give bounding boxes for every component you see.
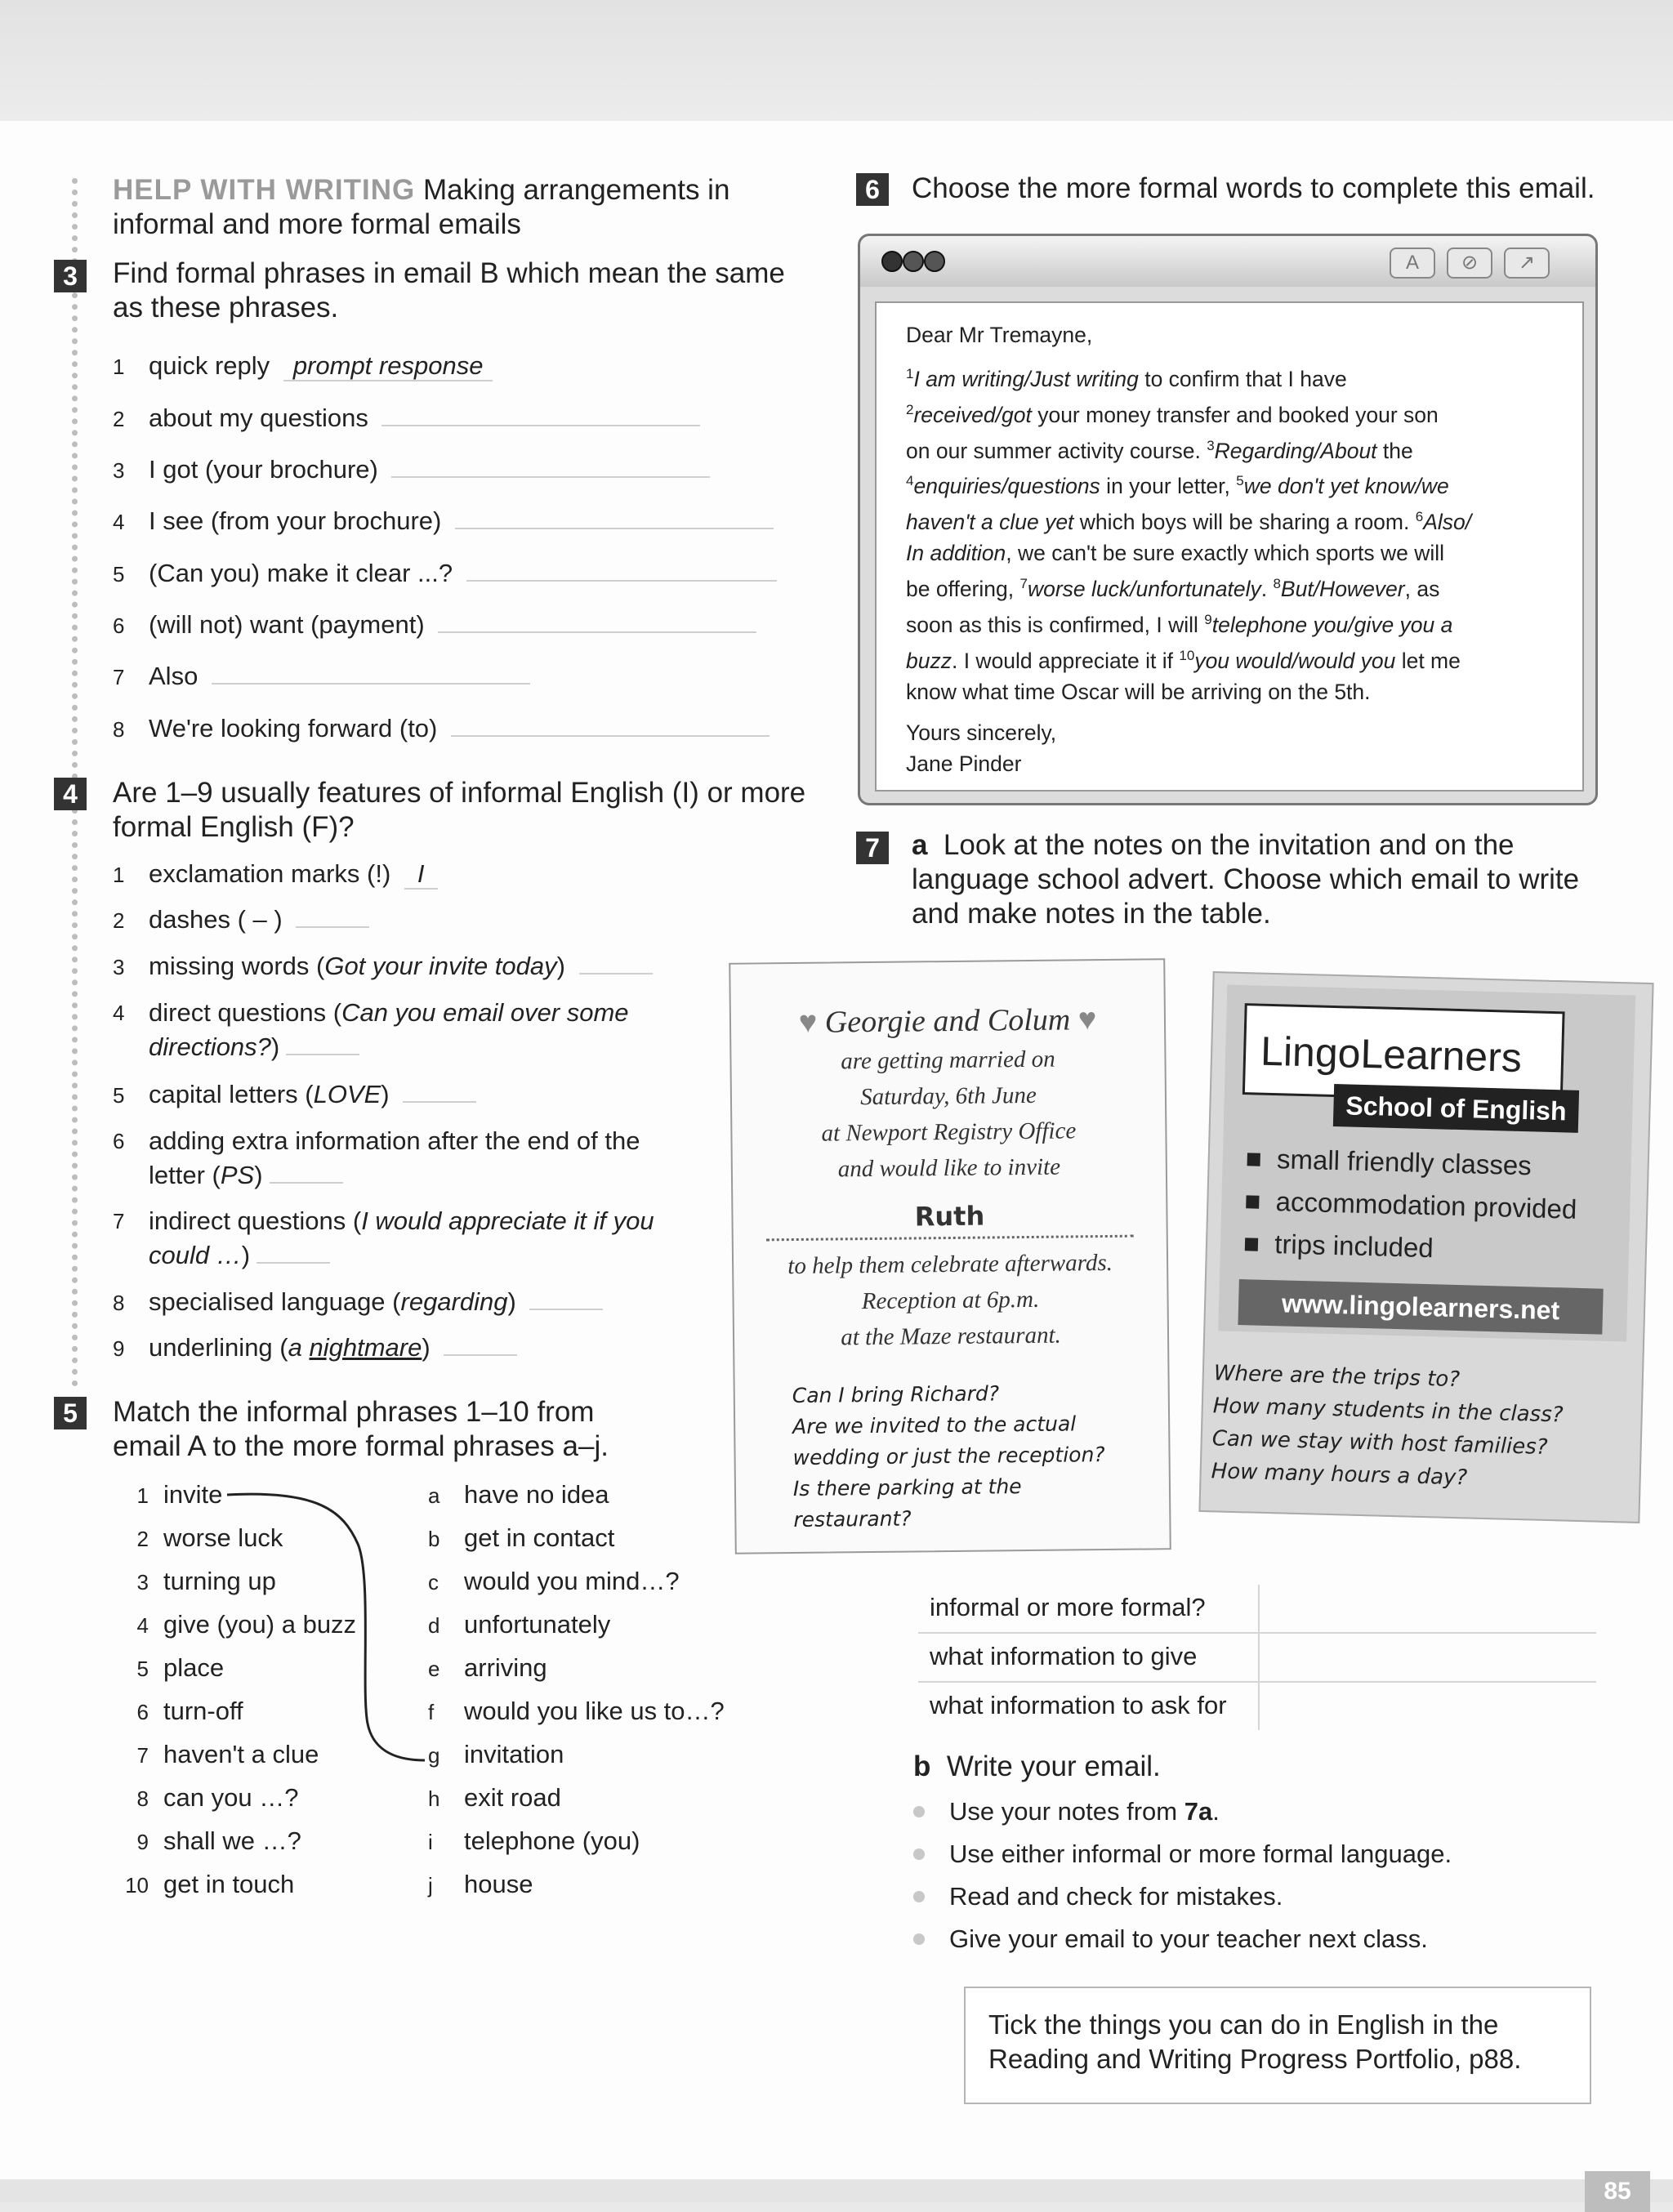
email-body [875, 301, 1584, 792]
answer-line[interactable] [212, 660, 530, 685]
ex3-item: 1 quick reply prompt response [113, 350, 493, 383]
page-number: 85 [1585, 2171, 1650, 2212]
exercise-4-instruction: Are 1–9 usually features of informal English (I) or more formal English (F)? [113, 777, 806, 843]
send-icon[interactable]: ↗ [1504, 248, 1550, 279]
ex3-item: 2 about my questions [113, 402, 700, 435]
answer-line[interactable] [579, 950, 653, 974]
answer-line[interactable] [438, 609, 756, 633]
ex5-formal-phrase[interactable]: c would you mind…? [428, 1567, 680, 1595]
ex3-item: 8 We're looking forward (to) [113, 712, 770, 746]
answer-line[interactable] [391, 453, 710, 478]
language-school-advert [1198, 971, 1653, 1523]
ex5-formal-phrase[interactable]: i telephone (you) [428, 1826, 640, 1855]
instruction-bullet: Use your notes from 7a. [949, 1797, 1220, 1826]
answer-line[interactable] [296, 903, 369, 928]
wedding-invitation: ♥ Georgie and Colum ♥ are getting married on Saturday, 6th June at Newport Registry Office and would like to invite Ruth to help them celebrate afterwards. Reception at 6p.m. at the Maze restaurant. Can I bring Richard? Are we invited to the actual wedding or just the reception? Is there parking at the restaurant? [729, 958, 1171, 1554]
ex5-informal-phrase[interactable]: 9 shall we …? [136, 1826, 301, 1855]
bullet-icon [913, 1891, 925, 1902]
ex5-informal-phrase[interactable]: 6 turn-off [136, 1697, 243, 1725]
guest-dotted-line [766, 1235, 1134, 1242]
guest-name: Ruth [914, 1200, 985, 1233]
top-margin [0, 0, 1673, 121]
ex5-informal-phrase[interactable]: 4 give (you) a buzz [136, 1610, 357, 1639]
heart-icon: ♥ [1077, 1002, 1097, 1037]
ex5-informal-phrase[interactable]: 7 haven't a clue [136, 1740, 319, 1768]
ex4-item: 8 specialised language (regarding) [113, 1286, 603, 1319]
ex4-item: 2 dashes ( – ) [113, 903, 369, 937]
ex4-item: 3 missing words (Got your invite today) [113, 950, 653, 983]
bullet-icon [913, 1806, 925, 1817]
exercise-6-instruction: Choose the more formal words to complete this email. [912, 172, 1595, 204]
ex5-informal-phrase[interactable]: 8 can you …? [136, 1783, 299, 1812]
ex5-formal-phrase[interactable]: f would you like us to…? [428, 1697, 725, 1725]
ex4-item: 6 adding extra information after the end of the letter (PS) [113, 1126, 640, 1189]
ex5-formal-phrase[interactable]: b get in contact [428, 1523, 615, 1552]
brand-name: LingoLearners [1260, 1028, 1523, 1081]
ex4-item: 4 direct questions (Can you email over some directions?) [113, 998, 629, 1061]
square-bullet-icon: ■ [1243, 1185, 1261, 1216]
ex5-formal-phrase[interactable]: g invitation [428, 1740, 564, 1768]
exercise-6-badge: 6 [856, 173, 889, 206]
window-minimize-icon[interactable] [903, 251, 924, 272]
bullet-icon [913, 1849, 925, 1860]
answer-line[interactable] [286, 1031, 359, 1055]
exercise-5-badge: 5 [54, 1397, 87, 1429]
window-close-icon[interactable] [881, 251, 903, 272]
exercise-7a-instruction: a Look at the notes on the invitation and on the language school advert. Choose which email to write and make notes in the table. [912, 829, 1580, 930]
format-text-icon[interactable]: A [1390, 248, 1435, 279]
ex3-item: 7 Also [113, 660, 530, 693]
exercise-7b-instruction: b Write your email. [913, 1750, 1161, 1782]
instruction-bullet: Use either informal or more formal language. [949, 1840, 1452, 1868]
ex5-formal-phrase[interactable]: d unfortunately [428, 1610, 611, 1639]
instruction-bullet: Give your email to your teacher next class. [949, 1924, 1428, 1953]
answer-line[interactable] [403, 1078, 476, 1103]
answer-line[interactable] [257, 1239, 330, 1264]
exercise-3-badge: 3 [54, 260, 87, 292]
ex3-item: 5 (Can you) make it clear ...? [113, 557, 777, 591]
exercise-4-badge: 4 [54, 778, 87, 810]
ex4-item: 1 exclamation marks (!) I [113, 858, 438, 891]
advert-url[interactable]: www.lingolearners.net [1238, 1279, 1603, 1335]
square-bullet-icon: ■ [1242, 1228, 1260, 1259]
bottom-margin [0, 2179, 1673, 2202]
ex5-formal-phrase[interactable]: j house [428, 1870, 533, 1898]
ex3-item: 3 I got (your brochure) [113, 453, 710, 487]
email-titlebar [860, 236, 1595, 287]
ex4-item: 7 indirect questions (I would appreciate it if you could …) [113, 1206, 654, 1269]
portfolio-text: Tick the things you can do in English in the Reading and Writing Progress Portfolio, p88. [988, 2009, 1522, 2074]
answer-line[interactable] [451, 712, 770, 737]
heart-icon: ♥ [798, 1005, 818, 1040]
email-text: Dear Mr Tremayne, $^1$I am writing/Just writing to confirm that I have $^2$received/got your money transfer and booked your son on our summer activity course. $^3$Regarding/About the $^4$enquiries/questions in your letter, $^5$we don't yet know/we haven't a clue yet which boys will be sharing a room. $^6$Also/ In addition, we can't be sure exactly which sports we will be offering, $^7$worse luck/unfortunately. $^8$But/However, as soon as this is confirmed, I will $^9$telephone you/give you a buzz. I would appreciate it if $^{10}$you would/would you let me know what time Oscar will be arriving on the 5th. Yours sincerely, Jane Pinder [906, 323, 1472, 776]
bullet-icon [913, 1933, 925, 1945]
exercise-3-instruction: Find formal phrases in email B which mean the same as these phrases. [113, 257, 785, 323]
ex3-answer[interactable]: prompt response [283, 351, 493, 381]
brand-subtitle: School of English [1333, 1084, 1579, 1133]
advert-notes: Where are the trips to? How many students in the class? Can we stay with host families? How many hours a day? [1211, 1361, 1564, 1491]
ex5-informal-phrase[interactable]: 2 worse luck [136, 1523, 283, 1552]
ex4-answer[interactable]: I [404, 859, 438, 890]
ex5-informal-phrase[interactable]: 10 get in touch [125, 1870, 295, 1898]
ex3-item: 6 (will not) want (payment) [113, 609, 756, 642]
ex5-formal-phrase[interactable]: a have no idea [428, 1480, 609, 1509]
progress-portfolio-box [964, 1987, 1591, 2104]
advert-features: ■ small friendly classes ■ accommodation provided ■ trips included [1242, 1143, 1577, 1264]
help-with-writing-heading: HELP WITH WRITING Making arrangements in informal and more formal emails [113, 174, 730, 240]
couple-names: ♥ Georgie and Colum ♥ [798, 1002, 1097, 1040]
ex3-item: 4 I see (from your brochure) [113, 505, 774, 538]
exercise-5-instruction: Match the informal phrases 1–10 from email A to the more formal phrases a–j. [113, 1396, 609, 1462]
attachment-icon[interactable]: ⊘ [1447, 248, 1492, 279]
answer-line[interactable] [444, 1331, 517, 1356]
square-bullet-icon: ■ [1245, 1143, 1263, 1174]
email-window [858, 234, 1598, 805]
answer-line[interactable] [466, 557, 777, 582]
ex5-informal-phrase[interactable]: 1 invite [136, 1480, 223, 1509]
ex4-item: 9 underlining (a nightmare) [113, 1331, 517, 1365]
answer-line[interactable] [270, 1159, 343, 1184]
window-maximize-icon[interactable] [924, 251, 945, 272]
matching-line [221, 1478, 433, 1773]
answer-line[interactable] [455, 505, 774, 529]
ex5-informal-phrase[interactable]: 3 turning up [136, 1567, 276, 1595]
exercise-7-badge: 7 [856, 832, 889, 864]
instruction-bullet: Read and check for mistakes. [949, 1882, 1283, 1911]
ex5-informal-phrase[interactable]: 5 place [136, 1653, 225, 1682]
ex4-item: 5 capital letters (LOVE) [113, 1078, 476, 1112]
help-with-writing-label: HELP WITH WRITING [113, 174, 416, 206]
notes-table-row[interactable]: what information to ask for [918, 1683, 1596, 1730]
invitation-notes: Can I bring Richard? Are we invited to the actual wedding or just the reception? Is there parking at the restaurant? [792, 1381, 1105, 1532]
notes-table-row[interactable]: what information to give [918, 1634, 1596, 1683]
notes-table-row[interactable]: informal or more formal? [918, 1585, 1596, 1634]
answer-line[interactable] [381, 402, 700, 426]
ex5-formal-phrase[interactable]: h exit road [428, 1783, 561, 1812]
ex5-formal-phrase[interactable]: e arriving [428, 1653, 547, 1682]
answer-line[interactable] [529, 1286, 603, 1310]
